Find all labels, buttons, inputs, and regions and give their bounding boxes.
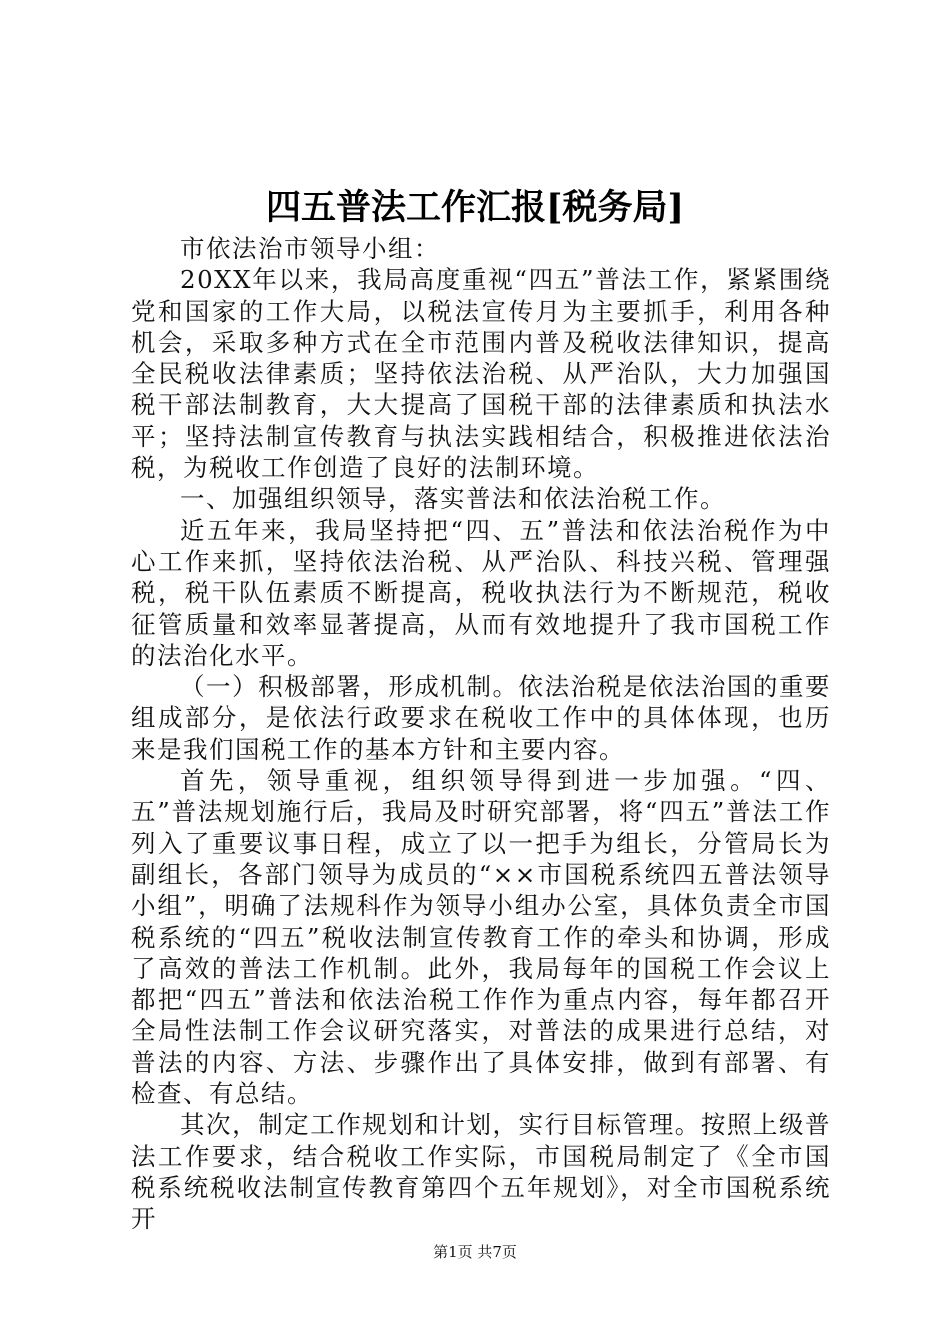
document-body — [131, 233, 831, 1235]
body-paragraph: 首先，领导重视，组织领导得到进一步加强。“四、五”普法规划施行后，我局及时研究部署，将“四五”普法工作列入了重要议事日程，成立了以一把手为组长，分管局长为副组长，各部门领导为成员的“××市国税系统四五普法领导小组”，明确了法规科作为领导小组办公室，具体负责全市国税系统的“四五”税收法制宣传教育工作的牵头和协调，形成了高效的普法工作机制。此外，我局每年的国税工作会议上都把“四五”普法和依法治税工作作为重点内容，每年都召开全局性法制工作会议研究落实，对普法的成果进行总结，对普法的内容、方法、步骤作出了具体安排，做到有部署、有检查、有总结。 — [131, 766, 831, 1109]
subsection-paragraph: （一）积极部署，形成机制。依法治税是依法治国的重要组成部分，是依法行政要求在税收工作中的具体体现，也历来是我们国税工作的基本方针和主要内容。 — [131, 672, 831, 764]
body-paragraph: 其次，制定工作规划和计划，实行目标管理。按照上级普法工作要求，结合税收工作实际，市国税局制定了《全市国税系统税收法制宣传教育第四个五年规划》，对全市国税系统开 — [131, 1110, 831, 1234]
intro-paragraph: 20XX年以来，我局高度重视“四五”普法工作，紧紧围绕党和国家的工作大局，以税法宣传月为主要抓手，利用各种机会，采取多种方式在全市范围内普及税收法律知识，提高全民税收法律素质；坚持依法治税、从严治队，大力加强国税干部法制教育，大大提高了国税干部的法律素质和执法水平；坚持法制宣传教育与执法实践相结合，积极推进依法治税，为税收工作创造了良好的法制环境。 — [131, 265, 831, 483]
section-heading: 一、加强组织领导，落实普法和依法治税工作。 — [180, 484, 726, 514]
document-title: 四五普法工作汇报[税务局] — [265, 187, 685, 228]
salutation-paragraph: 市依法治市领导小组： — [180, 234, 440, 263]
body-paragraph: 近五年来，我局坚持把“四、五”普法和依法治税作为中心工作来抓，坚持依法治税、从严治队、科技兴税、管理强税，税干队伍素质不断提高，税收执法行为不断规范，税收征管质量和效率显著提高，从而有效地提升了我市国税工作的法治化水平。 — [131, 515, 831, 670]
page-number-footer: 第1页 共7页 — [433, 1243, 517, 1261]
